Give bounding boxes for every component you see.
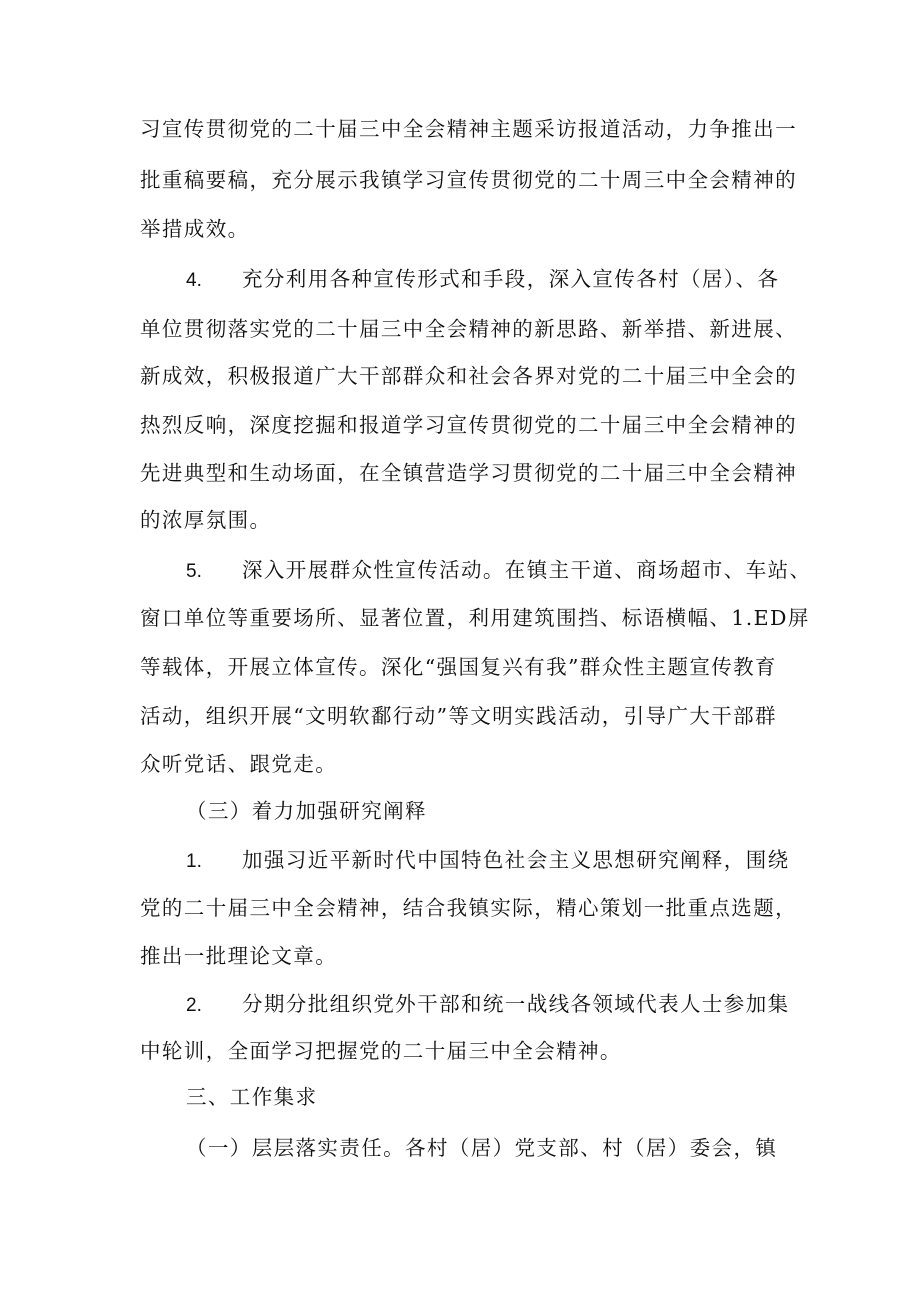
text-line: 活动，组织开展“文明软鄱行动”等文明实践活动，引导广大干部群: [140, 704, 777, 728]
item-text: 充分利用各种宣传形式和手段，深入宣传各村（居）、各: [242, 267, 780, 291]
text-line: 的浓厚氛围。: [140, 508, 272, 532]
item-number: 2.: [186, 995, 202, 1016]
text-line: 先进典型和生动场面，在全镇营造学习贯彻党的二十届三中全会精神: [140, 461, 797, 485]
text-line: 党的二十届三中全会精神，结合我镇实际，精心策划一批重点选题，: [140, 896, 797, 920]
text-line: 习宣传贯彻党的二十届三中全会精神主题采访报道活动，力争推出一: [140, 117, 797, 141]
text-line: 批重稿要稿，充分展示我镇学习宣传贯彻党的二十周三中全会精神的: [140, 168, 797, 192]
text-line: 推出一批理论文章。: [140, 944, 338, 968]
item-number: 1.: [186, 851, 202, 872]
numbered-item-5: [186, 555, 812, 587]
item-number: 4.: [186, 270, 202, 291]
numbered-item-4: [186, 264, 790, 296]
text-line: 热烈反响，深度挖掘和报道学习宣传贯彻党的二十届三中全会精神的: [140, 413, 797, 437]
numbered-item-2: [186, 989, 790, 1021]
text-line: 众听党话、跟党走。: [140, 752, 338, 776]
text-line: 单位贯彻落实党的二十届三中全会精神的新思路、新举措、新进展、: [140, 317, 797, 341]
item-text: 加强习近平新时代中国特色社会主义思想研究阐释，围绕: [242, 848, 790, 872]
text-line: 新成效，积极报道广大干部群众和社会各界对党的二十届三中全会的: [140, 364, 797, 388]
text-line: 举措成效。: [140, 217, 250, 241]
section-heading-3: （三）着力加强研究阐释: [186, 799, 427, 823]
text-line: 等载体，开展立体宣传。深化“强国复兴有我”群众性主题宣传教育: [140, 655, 777, 679]
chapter-heading-3: 三、工作集求: [186, 1085, 318, 1109]
section-heading-1: （一）层层落实责任。各村（居）党支部、村（居）委会，镇: [186, 1136, 778, 1160]
item-text: 深入开展群众性宣传活动。在镇主干道、商场超市、车站、: [242, 558, 812, 582]
item-number: 5.: [186, 561, 202, 582]
text-line: 窗口单位等重要场所、显著位置，利用建筑围挡、标语横幅、1.ED屏: [140, 606, 810, 630]
item-text: 分期分批组织党外干部和统一战线各领域代表人士参加集: [242, 992, 790, 1016]
numbered-item-1: [186, 845, 790, 877]
text-line: 中轮训，全面学习把握党的二十届三中全会精神。: [140, 1039, 622, 1063]
